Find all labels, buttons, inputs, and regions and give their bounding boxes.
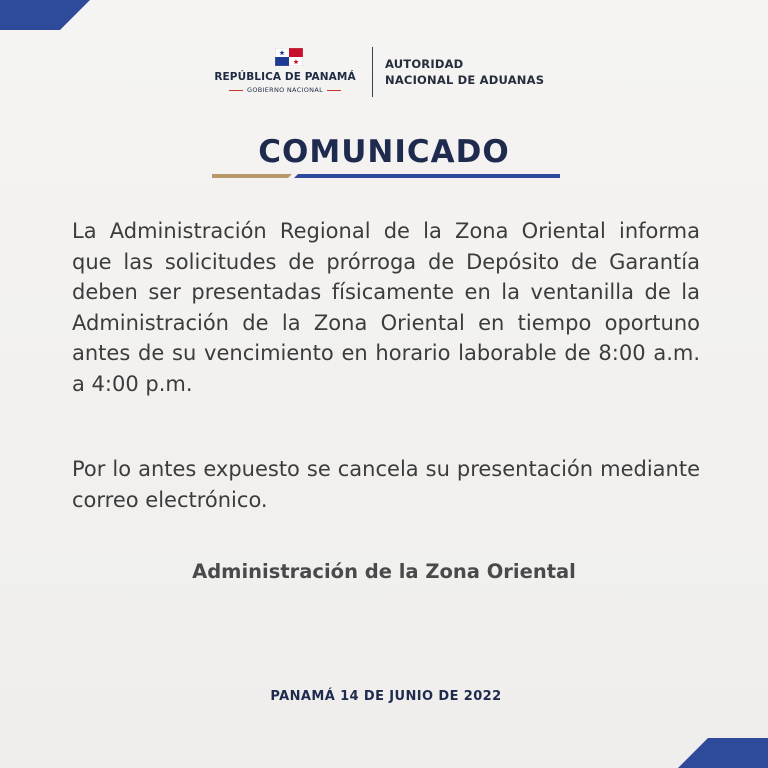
body-paragraph-1: La Administración Regional de la Zona Oriental informa que las solicitudes de prórroga de Depósito de Garantía deben ser presentadas físicamente en la ventanilla de la Administración de la Zona Oriental en tiempo oportuno antes de su vencimiento en horario laborable de 8:00 a.m. a 4:00 p.m. <box>72 219 700 396</box>
government-logo <box>210 44 360 100</box>
panama-flag-icon <box>275 48 303 66</box>
government-subtitle <box>210 86 360 94</box>
corner-decoration-top-left <box>0 0 90 30</box>
header-divider <box>372 47 373 97</box>
signature: Administración de la Zona Oriental <box>192 560 576 583</box>
header <box>0 44 768 100</box>
date-line: PANAMÁ 14 DE JUNIO DE 2022 <box>270 689 502 704</box>
body-paragraph-2: Por lo antes expuesto se cancela su presentación mediante correo electrónico. <box>72 457 700 512</box>
title-underline <box>212 172 560 180</box>
government-subtitle-text: GOBIERNO NACIONAL <box>247 86 323 94</box>
corner-decoration-bottom-right <box>678 738 768 768</box>
page-title: COMUNICADO <box>258 134 510 170</box>
agency-line-2: NACIONAL DE ADUANAS <box>385 73 545 87</box>
agency-line-1: AUTORIDAD <box>385 57 464 71</box>
agency-name <box>385 56 544 88</box>
government-name: REPÚBLICA DE PANAMÁ <box>214 71 356 83</box>
